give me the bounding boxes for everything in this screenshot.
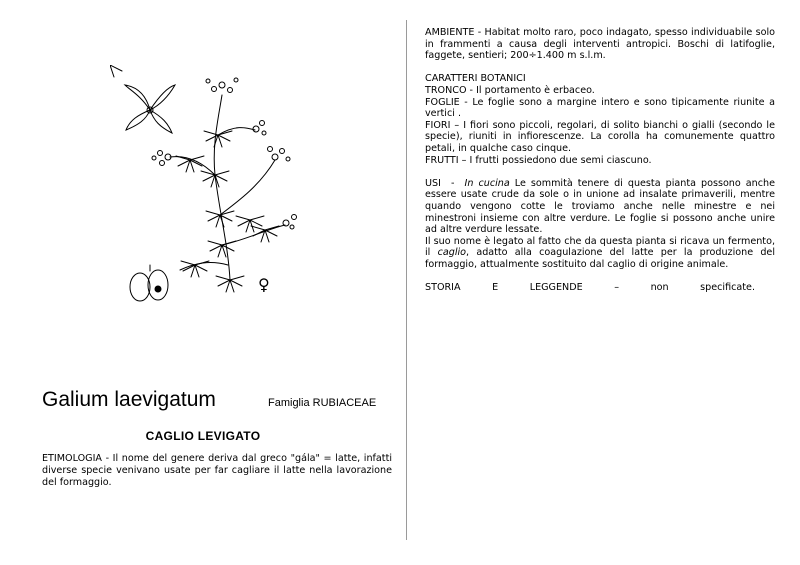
nome-text — [425, 236, 775, 271]
storia-word: – — [614, 282, 620, 294]
storia-word: specificate. — [700, 282, 755, 294]
frutti-text: FRUTTI – I frutti possiedono due semi ciascuno. — [425, 154, 652, 166]
page-divider — [406, 20, 407, 540]
nome-a: Il suo nome è legato al fatto che da questa pianta si ricava un fermento, il — [425, 235, 775, 259]
usi-italic: In cucina — [464, 177, 510, 189]
usi-rest: Le sommità tenere di questa pianta possono anche essere usate crude da sole o in unione ad insalate primaverili, mentre quando vengono cotte le troviamo anche nelle minestre e nei minestroni insieme con altre verdure. Le foglie si possono anche unire ad altre verdure lessate. — [425, 177, 776, 236]
family-name: Famiglia RUBIACEAE — [268, 397, 377, 409]
usi-text — [425, 178, 775, 236]
species-name: Galium laevigatum — [42, 388, 216, 411]
etymology-text: ETIMOLOGIA - Il nome del genere deriva dal greco "gála" = latte, infatti diverse specie venivano usate per far cagliare il latte nella lavorazione del formaggio. — [42, 453, 392, 488]
symbol-icon: ♀ — [258, 275, 270, 294]
fiori-text: FIORI – I fiori sono piccoli, regolari, di solito bianchi o gialli (secondo le specie), riuniti in infiorescenze. La corolla ha comunemente quattro petali, in qualche caso cinque. — [425, 119, 775, 154]
storia-word: LEGGENDE — [529, 282, 583, 294]
storia-word: STORIA — [425, 282, 461, 294]
usi-prefix: USI - — [425, 177, 465, 189]
galium-plant-drawing-icon — [110, 65, 310, 320]
foglie-text: FOGLIE - Le foglie sono a margine intero e sono tipicamente riunite a vertici . — [425, 96, 775, 120]
caratteri-title: CARATTERI BOTANICI — [425, 73, 526, 85]
storia-word: non — [650, 282, 669, 294]
storia-word: E — [492, 282, 499, 294]
tronco-text: TRONCO - Il portamento è erbaceo. — [425, 84, 595, 96]
common-name: CAGLIO LEVIGATO — [145, 429, 261, 443]
nome-b: , adatto alla coagulazione del latte per la produzione del formaggio, attualmente sostituito dal caglio di origine animale. — [425, 247, 775, 270]
ambiente-text: AMBIENTE - Habitat molto raro, poco indagato, spesso individuabile solo in frammenti a causa degli interventi antropici. Boschi di latifoglie, faggete, sentieri; 200÷1.400 m s.l.m. — [425, 27, 775, 62]
storia-line — [425, 282, 775, 294]
right-column — [425, 27, 775, 294]
nome-italic: caglio — [437, 247, 467, 259]
